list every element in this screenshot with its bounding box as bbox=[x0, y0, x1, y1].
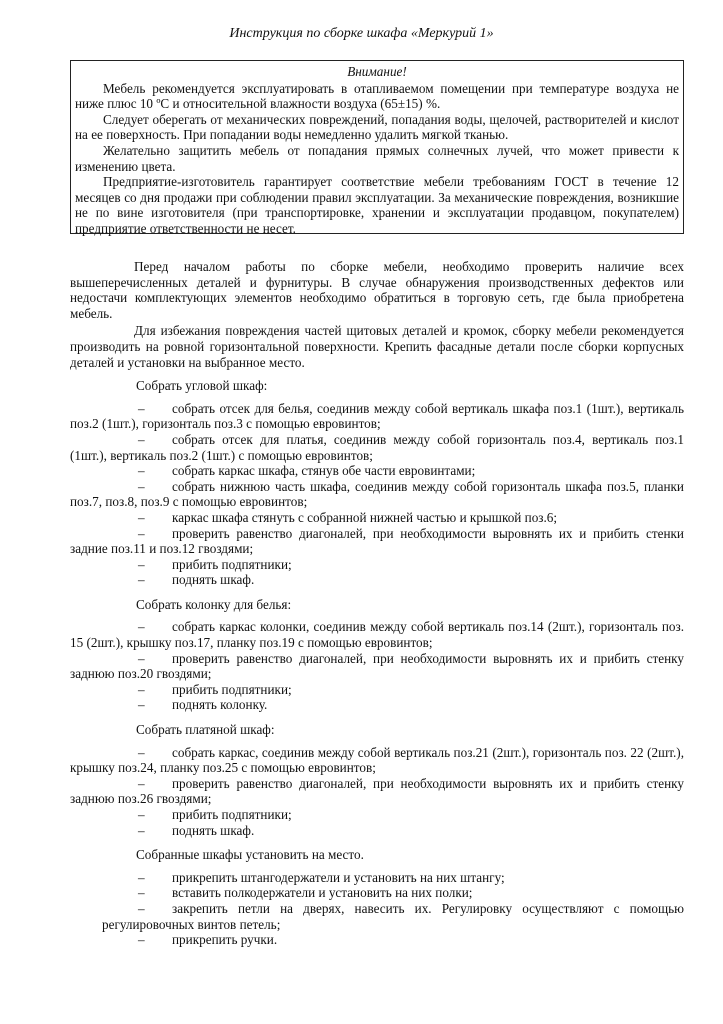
step-text: прибить подпятники; bbox=[172, 556, 292, 572]
list-item bbox=[70, 901, 684, 932]
page-title: Инструкция по сборке шкафа «Меркурий 1» bbox=[229, 26, 494, 41]
warning-paragraph: Следует оберегать от механических повреждений, попадания воды, щелочей, растворителей и кислот на ее поверхность. При попадании воды немедленно удалить мягкой тканью. bbox=[75, 111, 679, 143]
dash-bullet: – bbox=[138, 744, 145, 760]
dash-bullet: – bbox=[138, 525, 145, 541]
step-text: поднять колонку. bbox=[172, 697, 268, 713]
dash-bullet: – bbox=[138, 400, 145, 416]
warning-box bbox=[70, 60, 684, 234]
instructions-body bbox=[70, 259, 684, 948]
step-text: собрать каркас колонки, соединив между собой вертикаль поз.14 (2шт.), горизонталь поз. 15 (2шт.), крышку поз.17, планку поз.19 с помощью евровинтов; bbox=[70, 619, 684, 651]
step-text: проверить равенство диагоналей, при необходимости выровнять их и прибить стенку заднюю поз.26 гвоздями; bbox=[70, 775, 684, 807]
section-heading: Собрать угловой шкаф: bbox=[136, 378, 268, 394]
step-text: вставить полкодержатели и установить на них полки; bbox=[172, 885, 473, 901]
list-item bbox=[70, 807, 684, 823]
step-text: прикрепить штангодержатели и установить на них штангу; bbox=[172, 869, 505, 885]
step-text: собрать нижнюю часть шкафа, соединив между собой горизонталь шкафа поз.5, планки поз.7, поз.8, поз.9 с помощью евровинтов; bbox=[70, 478, 684, 510]
section-heading: Собрать платяной шкаф: bbox=[136, 722, 275, 738]
warning-paragraph: Предприятие-изготовитель гарантирует соответствие мебели требованиям ГОСТ в течение 12 месяцев со дня продажи при соблюдении правил эксплуатации. За механические повреждения, возникшие не по вине изготовителя (при транспортировке, хранении и эксплуатации продавцом, покупателем) предприятие ответственности не несет. bbox=[75, 174, 679, 236]
section-heading: Собрать колонку для белья: bbox=[136, 596, 292, 612]
step-text: прикрепить ручки. bbox=[172, 932, 278, 948]
list-item bbox=[70, 526, 684, 557]
dash-bullet: – bbox=[138, 932, 145, 948]
dash-bullet: – bbox=[138, 619, 145, 635]
dash-bullet: – bbox=[138, 900, 145, 916]
dash-bullet: – bbox=[138, 509, 145, 525]
step-text: проверить равенство диагоналей, при необходимости выровнять их и прибить стенки задние поз.11 и поз.12 гвоздями; bbox=[70, 525, 684, 557]
list-item bbox=[70, 432, 684, 463]
dash-bullet: – bbox=[138, 869, 145, 885]
dash-bullet: – bbox=[138, 650, 145, 666]
step-text: поднять шкаф. bbox=[172, 822, 255, 838]
dash-bullet: – bbox=[138, 556, 145, 572]
list-item bbox=[70, 401, 684, 432]
dash-bullet: – bbox=[138, 681, 145, 697]
list-item bbox=[70, 870, 684, 886]
list-item bbox=[70, 651, 684, 682]
list-item bbox=[70, 510, 684, 526]
step-text: собрать отсек для платья, соединив между собой горизонталь поз.4, вертикаль поз.1 (1шт.), вертикаль поз.2 (1шт.) с помощью евровинтов; bbox=[70, 431, 684, 463]
list-item bbox=[70, 463, 684, 479]
list-item bbox=[70, 619, 684, 650]
warning-paragraph: Мебель рекомендуется эксплуатировать в отапливаемом помещении при температуре воздуха не ниже плюс 10 ºС и относительной влажности воздуха (65±15) %. bbox=[75, 80, 679, 112]
list-item bbox=[70, 557, 684, 573]
list-item bbox=[70, 823, 684, 839]
list-item bbox=[70, 479, 684, 510]
step-text: закрепить петли на дверях, навесить их. Регулировку осуществляют с помощью регулировочных винтов петель; bbox=[102, 900, 684, 932]
warning-paragraph: Желательно защитить мебель от попадания прямых солнечных лучей, что может привести к изменению цвета. bbox=[75, 142, 679, 174]
list-item bbox=[70, 885, 684, 901]
step-text: поднять шкаф. bbox=[172, 572, 255, 588]
list-item bbox=[70, 776, 684, 807]
list-item bbox=[70, 682, 684, 698]
dash-bullet: – bbox=[138, 885, 145, 901]
dash-bullet: – bbox=[138, 478, 145, 494]
list-item bbox=[70, 745, 684, 776]
section-heading: Собранные шкафы установить на место. bbox=[136, 847, 364, 863]
intro-paragraph: Перед началом работы по сборке мебели, необходимо проверить наличие всех вышеперечисленных деталей и фурнитуры. В случае обнаружения производственных дефектов или недостачи комплектующих элементов необходимо обратиться в торговую сеть, где была приобретена мебель. bbox=[70, 259, 684, 321]
step-text: прибить подпятники; bbox=[172, 807, 292, 822]
dash-bullet: – bbox=[138, 822, 145, 838]
step-text: собрать каркас шкафа, стянув обе части евровинтами; bbox=[172, 463, 476, 479]
dash-bullet: – bbox=[138, 807, 145, 822]
dash-bullet: – bbox=[138, 775, 145, 791]
list-item bbox=[70, 932, 684, 948]
step-text: прибить подпятники; bbox=[172, 681, 292, 697]
list-item bbox=[70, 697, 684, 713]
dash-bullet: – bbox=[138, 697, 145, 713]
step-text: проверить равенство диагоналей, при необходимости выровнять их и прибить стенку заднюю поз.20 гвоздями; bbox=[70, 650, 684, 682]
step-text: собрать отсек для белья, соединив между собой вертикаль шкафа поз.1 (1шт.), вертикаль поз.2 (1шт.), горизонталь поз.3 с помощью евровинтов; bbox=[70, 400, 684, 432]
dash-bullet: – bbox=[138, 572, 145, 588]
intro-paragraph: Для избежания повреждения частей щитовых деталей и кромок, сборку мебели рекомендуется производить на ровной горизонтальной поверхности. Крепить фасадные детали после сборки корпусных деталей и установки на выбранное место. bbox=[70, 323, 684, 370]
step-text: собрать каркас, соединив между собой вертикаль поз.21 (2шт.), горизонталь поз. 22 (2шт.), крышку поз.24, планку поз.25 с помощью евровинтов; bbox=[70, 744, 684, 776]
list-item bbox=[70, 572, 684, 588]
dash-bullet: – bbox=[138, 463, 145, 479]
dash-bullet: – bbox=[138, 431, 145, 447]
step-text: каркас шкафа стянуть с собранной нижней частью и крышкой поз.6; bbox=[172, 509, 558, 525]
warning-title: Внимание! bbox=[347, 64, 407, 79]
